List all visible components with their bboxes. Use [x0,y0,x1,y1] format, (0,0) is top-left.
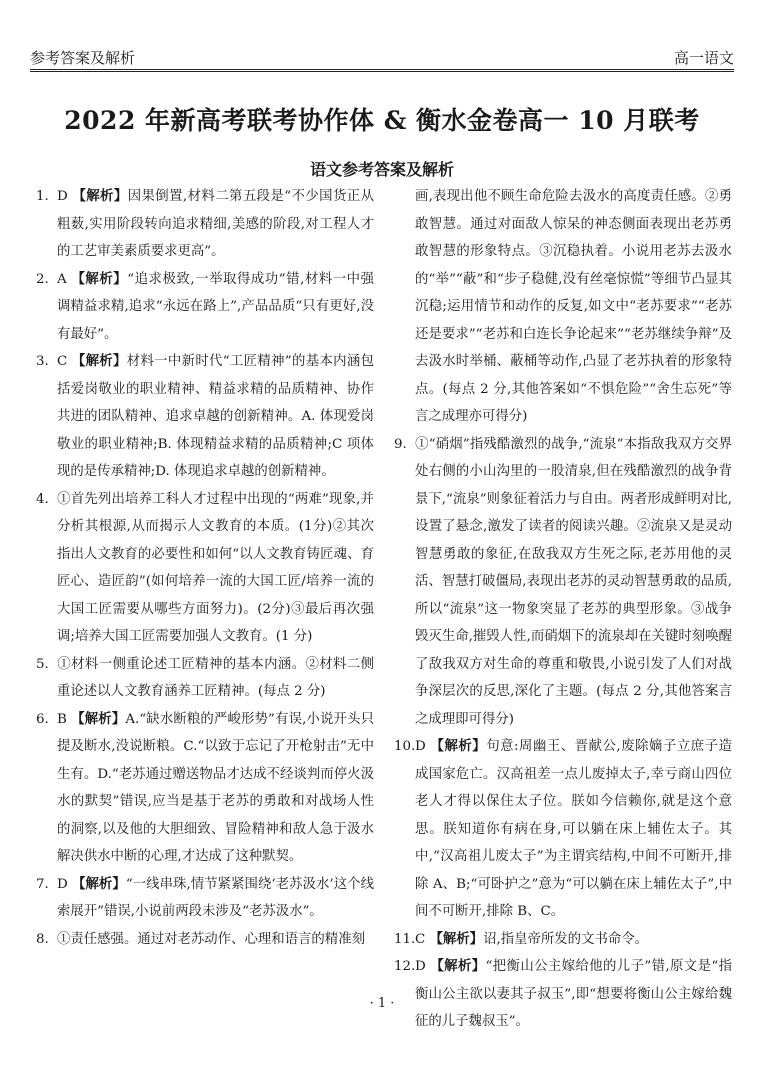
answer-item [36,651,374,706]
analysis-tag: 【解析】 [71,353,127,369]
analysis-tag: 【解析】 [429,930,484,947]
item-text: 材料一中新时代“工匠精神”的基本内涵包括爱岗敬业的职业精神、精益求精的品质精神、协作共进的团队精神、追求卓越的创新精神。A. 体现爱岗敬业的职业精神;B. 体现精益求精的品质精神;C 项体现的是传承精神;D. 体现追求卓越的创新精神。 [57,354,374,479]
answer-item [36,183,374,266]
answer-item [36,348,374,486]
item-text: “追求极致,一举取得成功”错,材料一中强调精益求精,追求“永远在路上”,产品品质“只有更好,没有最好”。 [57,271,374,342]
page-header [30,44,734,70]
item-number: 4. [36,491,49,507]
item-number: 11. [394,931,416,947]
answer-item [36,926,374,954]
answer-item [36,486,374,651]
item-8-continuation: 画,表现出他不顾生命危险去汲水的高度责任感。②勇敢智慧。通过对面敌人惊呆的神态侧面表现出老苏勇敢智慧的形象特点。③沉稳执着。小说用老苏去汲水的“举”“蔽”和“步子稳健,没有丝毫惊慌”等细节凸显其沉稳;运用情节和动作的反复,如文中“老苏要求”“老苏还是要求”“老苏和白连长争论起来”“老苏继续争辩”及去汲水时举桶、蔽桶等动作,凸显了老苏执着的形象特点。(每点 2 分,其他答案如“不惧危险”“舍生忘死”等言之成理亦可得分) [415,189,732,424]
analysis-tag: 【解析】 [71,710,126,727]
item-text: 句意:周幽王、晋献公,废除嫡子立庶子造成国家危亡。汉高祖差一点儿废掉太子,幸亏商山四位老人才得以保住太子位。朕如今信赖你,就是这个意思。朕知道你有病在身,可以躺在床上辅佐太子。其中,“汉高祖儿废太子”为主谓宾结构,中间不可断开,排除 A、B;“可卧护之”意为“可以躺在床上辅佐太子”,中间不可断开,排除 B、C。 [415,739,732,919]
answer-item [36,871,374,926]
item-text: ①材料一侧重论述工匠精神的基本内涵。②材料二侧重论述以人文教育涵养工匠精神。(每点 2 分) [57,656,374,699]
answer-item [36,266,374,349]
item-number: 3. [36,354,49,369]
answer-item [36,706,374,871]
page-subtitle: 语文参考答案及解析 [309,160,454,179]
item-answer: D [415,739,426,754]
right-column [394,183,732,1036]
item-answer: C [57,354,68,369]
item-text: ①首先列出培养工科人才过程中出现的“两难”现象,并分析其根源,从而揭示人文教育的本质。(1分)②其次指出人文教育的必要性和如何“以人文教育铸匠魂、育匠心、造匠韵”(如何培养一流的大国工匠/培养一流的大国工匠需要从哪些方面努力)。(2分)③最后再次强调;培养大国工匠需要加强人文教育。(1 分) [57,491,374,644]
answer-item [394,926,732,954]
item-answer: D [415,959,426,974]
item-text: ①责任感强。通过对老苏动作、心理和语言的精准刻 [57,931,365,947]
left-column [36,183,374,953]
item-answer: C [415,931,426,947]
item-answer: B [57,711,67,727]
page-number: · 1 · [369,996,395,1011]
item-answer: A [57,271,67,287]
header-left-label: 参考答案及解析 [30,49,136,67]
item-text: “一线串珠,情节紧紧围绕‘老苏汲水’这个线索展开”错误,小说前两段未涉及“老苏汲水”。 [57,876,374,919]
answer-item [394,953,732,1036]
item-number: 7. [36,876,49,892]
item-number: 10. [394,739,416,754]
item-text: 因果倒置,材料二第五段是“不少国货正从粗薮,实用阶段转向追求精细,美感的阶段,对工程人才的工艺审美素质要求更高”。 [57,189,374,259]
item-text: 诏,指皇帝所发的文书命令。 [483,931,649,947]
item-text: “把衡山公主嫁给他的儿子”错,原文是“指衡山公主欲以妻其子叔玉”,即“想要将衡山公主嫁给魏征的儿子魏叔玉”。 [415,959,732,1029]
answer-item [394,733,732,926]
item-text: ①“硝烟”指残酷激烈的战争,“流泉”本指敌我双方交界处右侧的小山沟里的一股清泉,但在残酷激烈的战争背景下,“流泉”则象征着活力与自由。两者形成鲜明对比,设置了悬念,激发了读者的阅读兴趣。②流泉又是灵动智慧勇敢的象征,在敌我双方生死之际,老苏用他的灵活、智慧打破僵局,表现出老苏的灵动智慧勇敢的品质,所以“流泉”这一物象突显了老苏的典型形象。③战争毁灭生命,摧毁人性,而硝烟下的流泉却在关键时刻唤醒了敌我双方对生命的尊重和敬畏,小说引发了人们对战争深层次的反思,深化了主题。(每点 2 分,其他答案言之成理即可得分) [415,436,732,727]
item-answer: D [57,876,68,892]
item-number: 8. [36,931,49,947]
item-number: 6. [36,711,49,727]
analysis-tag: 【解析】 [72,188,128,204]
item-number: 12. [394,959,416,974]
item-number: 2. [36,271,49,287]
item-number: 5. [36,656,49,672]
analysis-tag: 【解析】 [72,875,126,892]
header-subject-label: 高一语文 [673,49,734,67]
analysis-tag: 【解析】 [430,958,486,974]
item-text: A.“缺水断粮的严峻形势”有误,小说开头只提及断水,没说断粮。C.“以致于忘记了开枪射击”无中生有。D.“老苏通过赠送物品才达成不经谈判而停火汲水的默契”错误,应当是基于老苏的勇敢和对战场人性的洞察,以及他的大胆细致、冒险精神和敌人急于汲水解决供水中断的心理,才达成了这种默契。 [57,711,375,864]
answer-item [394,431,732,734]
item-number: 9. [394,436,407,452]
analysis-tag: 【解析】 [71,270,128,287]
header-rule [30,69,734,72]
item-number: 1. [36,189,49,204]
page-title: 2022 年新高考联考协作体 & 衡水金卷高一 10 月联考 [64,106,700,135]
analysis-tag: 【解析】 [430,738,487,754]
item-answer: D [57,189,68,204]
